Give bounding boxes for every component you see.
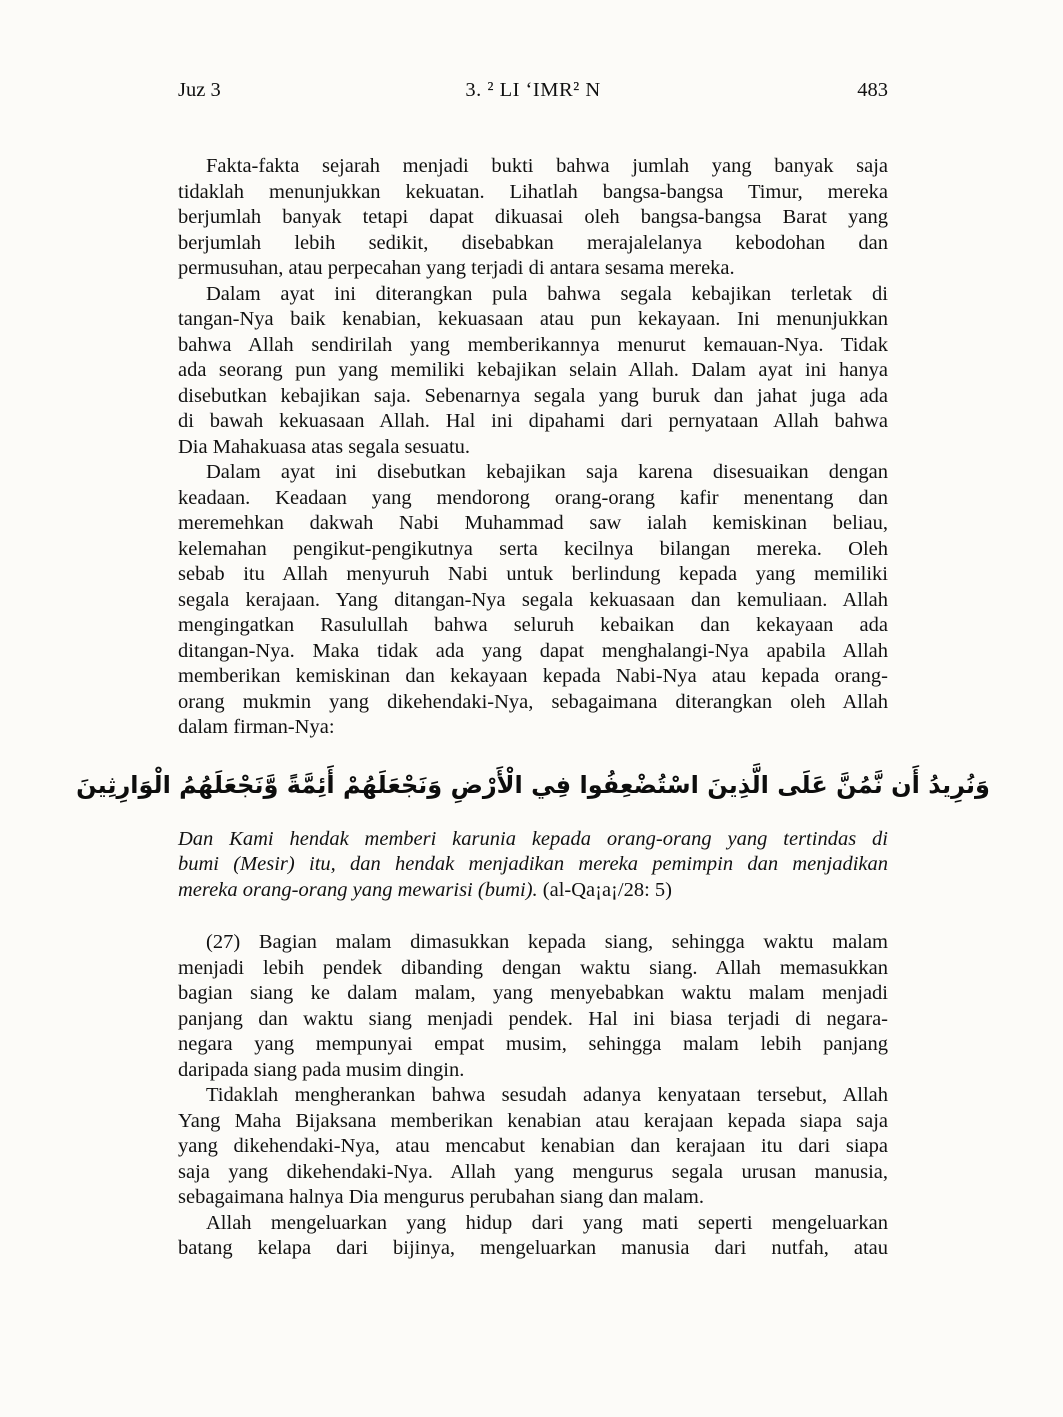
text-line: bahwa Allah sendirilah yang memberikannya menurut kemauan-Nya. Tidak (178, 333, 888, 356)
text-line: Dalam ayat ini disebutkan kebajikan saja karena disesuaikan dengan (206, 461, 888, 483)
text-line: sebagaimana halnya Dia mengurus perubahan siang dan malam. (178, 1186, 704, 1208)
text-line: batang kelapa dari bijinya, mengeluarkan manusia dari nutfah, atau (178, 1237, 888, 1259)
page-number: 483 (857, 79, 888, 101)
surah-title: 3. ² LI ‘IMR² N (465, 79, 601, 101)
translation-italic-text: mereka orang-orang yang mewarisi (bumi). (178, 878, 543, 901)
text-line: segala kerajaan. Yang ditangan-Nya segala kekuasaan dan kemuliaan. Allah (178, 588, 888, 611)
juz-label: Juz 3 (178, 79, 221, 101)
arabic-verse-text: وَنُرِيدُ أَن نَّمُنَّ عَلَى الَّذِينَ اسْتُضْعِفُوا فِي الْأَرْضِ وَنَجْعَلَهُمْ أَئِمَّةً وَّنَجْعَلَهُمُ الْوَارِثِينَ (76, 770, 990, 799)
text-line: memberikan kemiskinan dan kekayaan kepada Nabi-Nya atau kepada orang- (178, 665, 888, 687)
text-line: sebab itu Allah menyuruh Nabi untuk berlindung kepada yang memiliki (178, 563, 888, 585)
text-line: bagian siang ke dalam malam, yang menyebabkan waktu malam menjadi (178, 982, 888, 1004)
text-line: berjumlah banyak tetapi dapat dikuasai oleh bangsa-bangsa Barat yang (178, 206, 888, 228)
text-line: Yang Maha Bijaksana memberikan kenabian atau kerajaan kepada siapa saja (178, 1109, 888, 1132)
text-line: di bawah kekuasaan Allah. Hal ini dipahami dari pernyataan Allah bahwa (178, 410, 888, 432)
page-header (178, 78, 888, 103)
verse-translation (178, 827, 888, 904)
text-line: Fakta-fakta sejarah menjadi bukti bahwa jumlah yang banyak saja (206, 155, 888, 177)
text-line: saja yang dikehendaki-Nya. Allah yang mengurus segala urusan manusia, (178, 1160, 888, 1183)
text-line: mengingatkan Rasulullah bahwa seluruh kebaikan dan kekayaan ada (178, 614, 888, 636)
verse-reference: (al-Qa¡a¡/28: 5) (542, 878, 672, 901)
paragraph-dalam-ayat-keadaan (178, 460, 888, 741)
text-line: berjumlah lebih sedikit, disebabkan merajalelanya kebodohan dan (178, 231, 888, 254)
text-line: ada seorang pun yang memiliki kebajikan selain Allah. Dalam ayat ini hanya (178, 359, 888, 381)
text-line: (27) Bagian malam dimasukkan kepada siang, sehingga waktu malam (206, 931, 888, 953)
text-line: panjang dan waktu siang menjadi pendek. Hal ini biasa terjadi di negara- (178, 1007, 888, 1030)
text-line: meremehkan dakwah Nabi Muhammad saw ialah kemiskinan beliau, (178, 512, 888, 534)
text-line: yang dikehendaki-Nya, atau mencabut kenabian dan kerajaan itu dari siapa (178, 1135, 888, 1157)
paragraph-dalam-ayat-kebajikan (178, 282, 888, 461)
text-line: kelemahan pengikut-pengikutnya serta kecilnya bilangan mereka. Oleh (178, 537, 888, 560)
text-line: menjadi lebih pendek dibanding dengan waktu siang. Allah memasukkan (178, 956, 888, 979)
text-line: tangan-Nya baik kenabian, kekuasaan atau pun kekayaan. Ini menunjukkan (178, 308, 888, 330)
paragraph-allah-mengeluarkan (178, 1211, 888, 1262)
text-line: orang mukmin yang dikehendaki-Nya, sebagaimana diterangkan oleh Allah (178, 690, 888, 713)
text-line: tidaklah menunjukkan kekuatan. Lihatlah bangsa-bangsa Timur, mereka (178, 180, 888, 203)
text-line: dalam firman-Nya: (178, 716, 335, 738)
text-line: Dia Mahakuasa atas segala sesuatu. (178, 435, 471, 458)
text-line: Allah mengeluarkan yang hidup dari yang mati seperti mengeluarkan (206, 1211, 888, 1234)
text-line: daripada siang pada musim dingin. (178, 1058, 465, 1081)
translation-line-last (178, 878, 888, 904)
paragraph-tidaklah-mengherankan (178, 1083, 888, 1211)
translation-line: bumi (Mesir) itu, dan hendak menjadikan mereka pemimpin dan menjadikan (178, 853, 888, 875)
arabic-verse-block (76, 753, 990, 817)
text-line: Tidaklah mengherankan bahwa sesudah adanya kenyataan tersebut, Allah (206, 1084, 888, 1106)
text-line: ditangan-Nya. Maka tidak ada yang dapat menghalangi-Nya apabila Allah (178, 639, 888, 662)
text-line: disebutkan kebajikan saja. Sebenarnya segala yang buruk dan jahat juga ada (178, 384, 888, 407)
text-line: permusuhan, atau perpecahan yang terjadi di antara sesama mereka. (178, 257, 735, 279)
page-content (76, 78, 990, 1262)
paragraph-ayat-27 (178, 930, 888, 1083)
translation-line: Dan Kami hendak memberi karunia kepada orang-orang yang tertindas di (178, 827, 888, 850)
text-line: negara yang mempunyai empat musim, sehingga malam lebih panjang (178, 1033, 888, 1055)
paragraph-fakta-sejarah (178, 154, 888, 282)
text-line: Dalam ayat ini diterangkan pula bahwa segala kebajikan terletak di (206, 282, 888, 305)
text-line: keadaan. Keadaan yang mendorong orang-orang kafir menentang dan (178, 486, 888, 509)
